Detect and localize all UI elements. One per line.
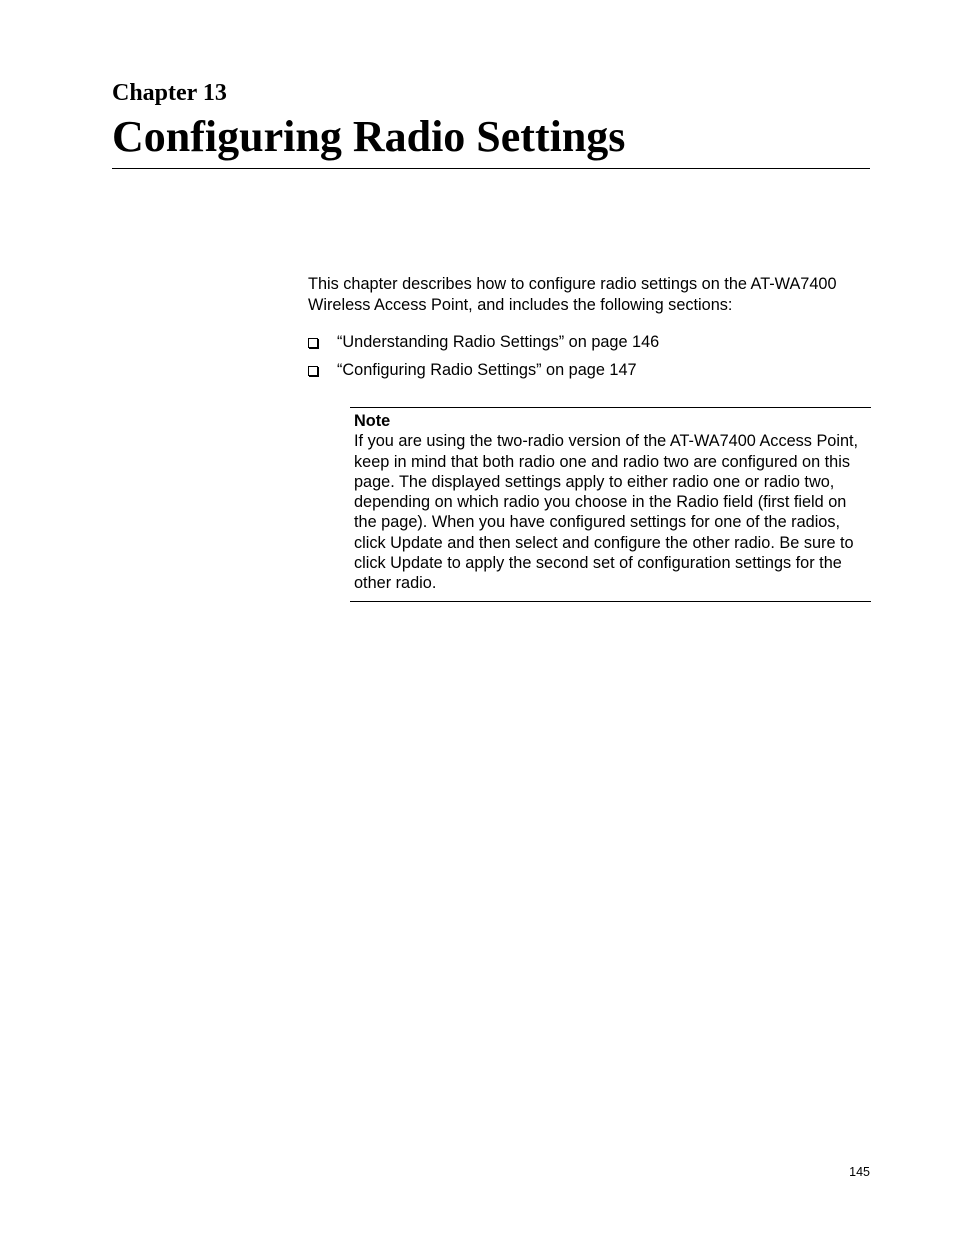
note-heading: Note [354,412,391,430]
section-list [308,332,659,388]
checkbox-bullet-icon [308,366,318,376]
checkbox-bullet-icon [308,338,318,348]
page-number: 145 [849,1165,870,1179]
chapter-title: Configuring Radio Settings [112,112,626,161]
title-divider [112,168,870,169]
list-item [308,332,659,360]
note-body: If you are using the two-radio version of the AT-WA7400 Access Point, keep in mind that both radio one and radio two are configured on this page. The displayed settings apply to either radio one or radio two, depending on which radio you choose in the Radio field (first field on the page). When you have configured settings for one of the radios, click Update and then select and configure the other radio. Be sure to click Update to apply the second set of configuration settings for the other radio. [354,432,859,593]
note-box [350,407,871,602]
section-link-configuring-radio-settings[interactable]: “Configuring Radio Settings” on page 147 [337,361,637,379]
intro-paragraph: This chapter describes how to configure radio settings on the AT-WA7400 Wireless Access Point, and includes the following sections: [308,275,837,314]
section-link-understanding-radio-settings[interactable]: “Understanding Radio Settings” on page 146 [337,333,660,351]
list-item [308,360,659,388]
chapter-label: Chapter 13 [112,80,227,106]
